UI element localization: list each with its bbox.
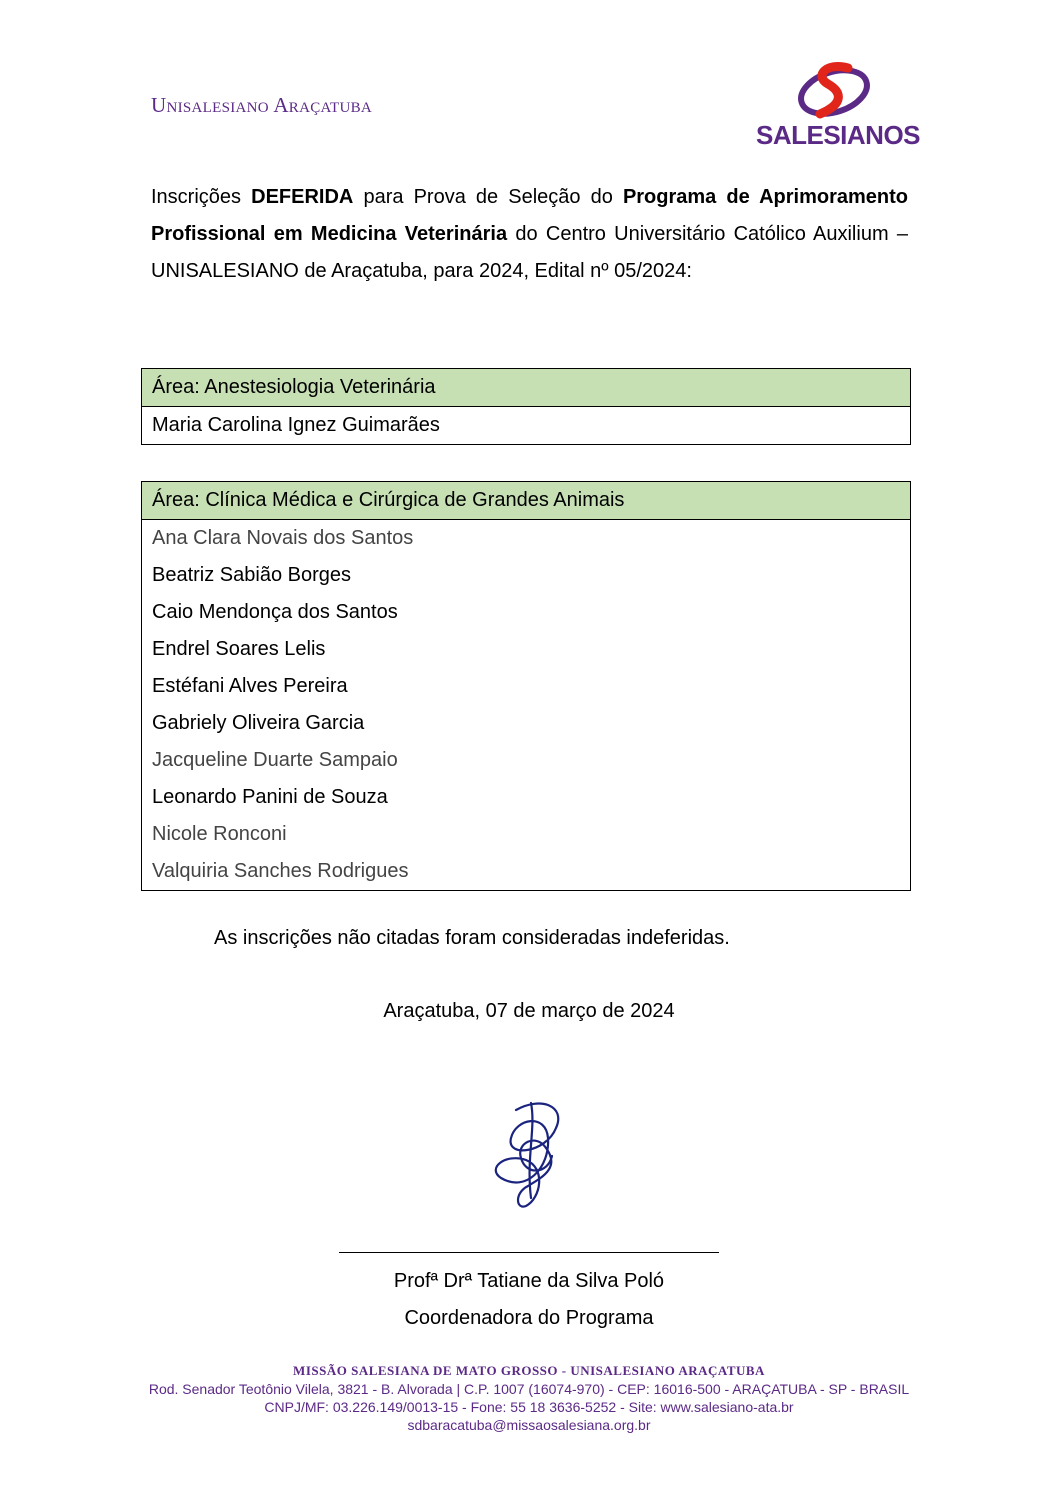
salesianos-logo — [756, 62, 921, 154]
rejection-note: As inscrições não citadas foram consideradas indeferidas. — [214, 927, 730, 949]
signature-line — [339, 1252, 719, 1253]
signer-name: Profª Drª Tatiane da Silva Poló — [393, 1270, 665, 1292]
candidate-name: Jacqueline Duarte Sampaio — [152, 749, 398, 771]
intro-text-2: para Prova de Seleção do — [353, 186, 623, 208]
intro-paragraph — [151, 179, 908, 290]
intro-text-3: do Centro Universitário Católico Auxilium – UNISALESIANO de Araçatuba, para 2024, Edital nº 05/2024: — [151, 223, 908, 282]
logo-text: SALESIANOS — [756, 120, 921, 150]
candidate-name: Estéfani Alves Pereira — [152, 675, 348, 697]
area-table-anestesiologia — [141, 368, 911, 445]
intro-bold-2: Programa de Aprimoramento Profissional em Medicina Veterinária — [151, 186, 908, 245]
candidate-name: Caio Mendonça dos Santos — [152, 601, 398, 623]
candidate-name: Maria Carolina Ignez Guimarães — [152, 414, 440, 436]
footer-contact: CNPJ/MF: 03.226.149/0013-15 - Fone: 55 18 3636-5252 - Site: www.salesiano-ata.br — [264, 1399, 794, 1415]
handwritten-signature — [486, 1098, 572, 1210]
intro-text-1: Inscrições — [151, 186, 252, 208]
candidate-name: Ana Clara Novais dos Santos — [152, 527, 414, 549]
institution-name: Unisalesiano Araçatuba — [151, 93, 373, 117]
salesianos-s-logo-icon — [756, 62, 912, 124]
candidate-name: Valquiria Sanches Rodrigues — [152, 860, 409, 882]
candidate-name: Nicole Ronconi — [152, 823, 287, 845]
footer-address: Rod. Senador Teotônio Vilela, 3821 - B. Alvorada | C.P. 1007 (16074-970) - CEP: 16016-500 - ARAÇATUBA - SP - BRASIL — [148, 1381, 910, 1397]
candidate-name: Leonardo Panini de Souza — [152, 786, 388, 808]
area-title: Área: Clínica Médica e Cirúrgica de Grandes Animais — [142, 482, 911, 520]
candidate-name: Endrel Soares Lelis — [152, 638, 326, 660]
footer-organization: MISSÃO SALESIANA DE MATO GROSSO - UNISALESIANO ARAÇATUBA — [293, 1363, 765, 1378]
area-title: Área: Anestesiologia Veterinária — [142, 369, 911, 407]
footer-email: sdbaracatuba@missaosalesiana.org.br — [407, 1417, 651, 1433]
area-table-grandes-animais — [141, 481, 911, 891]
place-date: Araçatuba, 07 de março de 2024 — [383, 1000, 675, 1022]
intro-bold-1: DEFERIDA — [251, 186, 354, 208]
candidate-name: Beatriz Sabião Borges — [152, 564, 352, 586]
signer-role: Coordenadora do Programa — [404, 1307, 654, 1329]
candidate-name: Gabriely Oliveira Garcia — [152, 712, 365, 734]
